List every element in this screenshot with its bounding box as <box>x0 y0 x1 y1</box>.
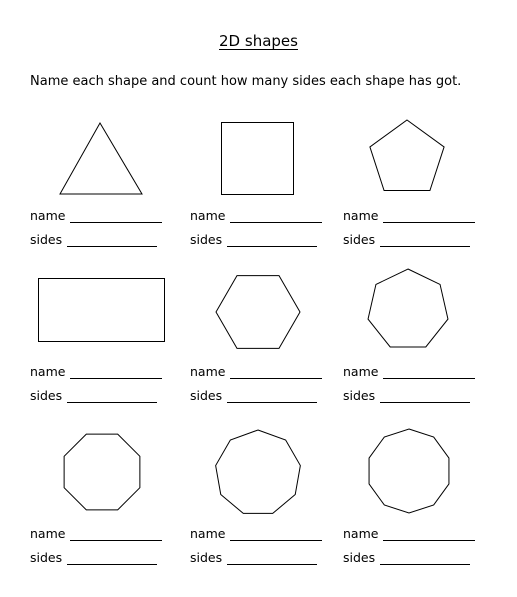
sides-answer-line <box>190 389 317 403</box>
hexagon-outline <box>216 276 300 349</box>
name-blank[interactable] <box>70 528 162 541</box>
sides-answer-line <box>343 551 470 565</box>
octagon-outline <box>64 434 140 510</box>
name-label: name <box>190 526 226 541</box>
octagon-shape <box>58 428 146 516</box>
decagon-shape <box>364 426 454 516</box>
rectangle-shape <box>34 274 170 346</box>
name-answer-line <box>190 365 322 379</box>
triangle-shape <box>55 118 149 200</box>
sides-answer-line <box>30 233 157 247</box>
name-blank[interactable] <box>230 528 322 541</box>
name-blank[interactable] <box>70 366 162 379</box>
sides-answer-line <box>190 233 317 247</box>
name-answer-line <box>343 209 475 223</box>
sides-label: sides <box>190 550 223 565</box>
sides-blank[interactable] <box>380 390 470 403</box>
sides-label: sides <box>30 388 63 403</box>
sides-blank[interactable] <box>67 390 157 403</box>
pentagon-shape <box>366 114 448 200</box>
heptagon-shape <box>364 264 452 354</box>
sides-answer-line <box>343 233 470 247</box>
sides-blank[interactable] <box>227 552 317 565</box>
name-label: name <box>343 364 379 379</box>
name-blank[interactable] <box>70 210 162 223</box>
sides-answer-line <box>190 551 317 565</box>
name-answer-line <box>30 209 162 223</box>
nonagon-shape <box>212 426 304 518</box>
sides-answer-line <box>30 551 157 565</box>
sides-label: sides <box>190 232 223 247</box>
decagon-outline <box>369 429 449 513</box>
heptagon-outline <box>368 269 448 347</box>
name-blank[interactable] <box>383 366 475 379</box>
sides-label: sides <box>30 232 63 247</box>
name-answer-line <box>190 209 322 223</box>
name-label: name <box>30 208 66 223</box>
name-label: name <box>343 208 379 223</box>
sides-label: sides <box>343 388 376 403</box>
name-label: name <box>190 364 226 379</box>
sides-blank[interactable] <box>67 234 157 247</box>
name-label: name <box>343 526 379 541</box>
name-answer-line <box>190 527 322 541</box>
square-shape <box>216 118 298 200</box>
sides-answer-line <box>30 389 157 403</box>
name-label: name <box>190 208 226 223</box>
sides-blank[interactable] <box>380 552 470 565</box>
worksheet-title: 2D shapes <box>219 32 298 50</box>
sides-label: sides <box>30 550 63 565</box>
name-answer-line <box>30 527 162 541</box>
sides-answer-line <box>343 389 470 403</box>
sides-label: sides <box>343 232 376 247</box>
pentagon-outline <box>370 120 444 191</box>
hexagon-shape <box>212 272 304 352</box>
name-answer-line <box>343 527 475 541</box>
sides-blank[interactable] <box>67 552 157 565</box>
name-label: name <box>30 526 66 541</box>
sides-label: sides <box>190 388 223 403</box>
sides-blank[interactable] <box>380 234 470 247</box>
name-blank[interactable] <box>383 210 475 223</box>
sides-blank[interactable] <box>227 234 317 247</box>
sides-label: sides <box>343 550 376 565</box>
name-label: name <box>30 364 66 379</box>
instructions-text: Name each shape and count how many sides each shape has got. <box>30 74 462 89</box>
sides-blank[interactable] <box>227 390 317 403</box>
nonagon-outline <box>216 430 301 513</box>
name-answer-line <box>343 365 475 379</box>
name-blank[interactable] <box>230 210 322 223</box>
name-answer-line <box>30 365 162 379</box>
name-blank[interactable] <box>383 528 475 541</box>
name-blank[interactable] <box>230 366 322 379</box>
